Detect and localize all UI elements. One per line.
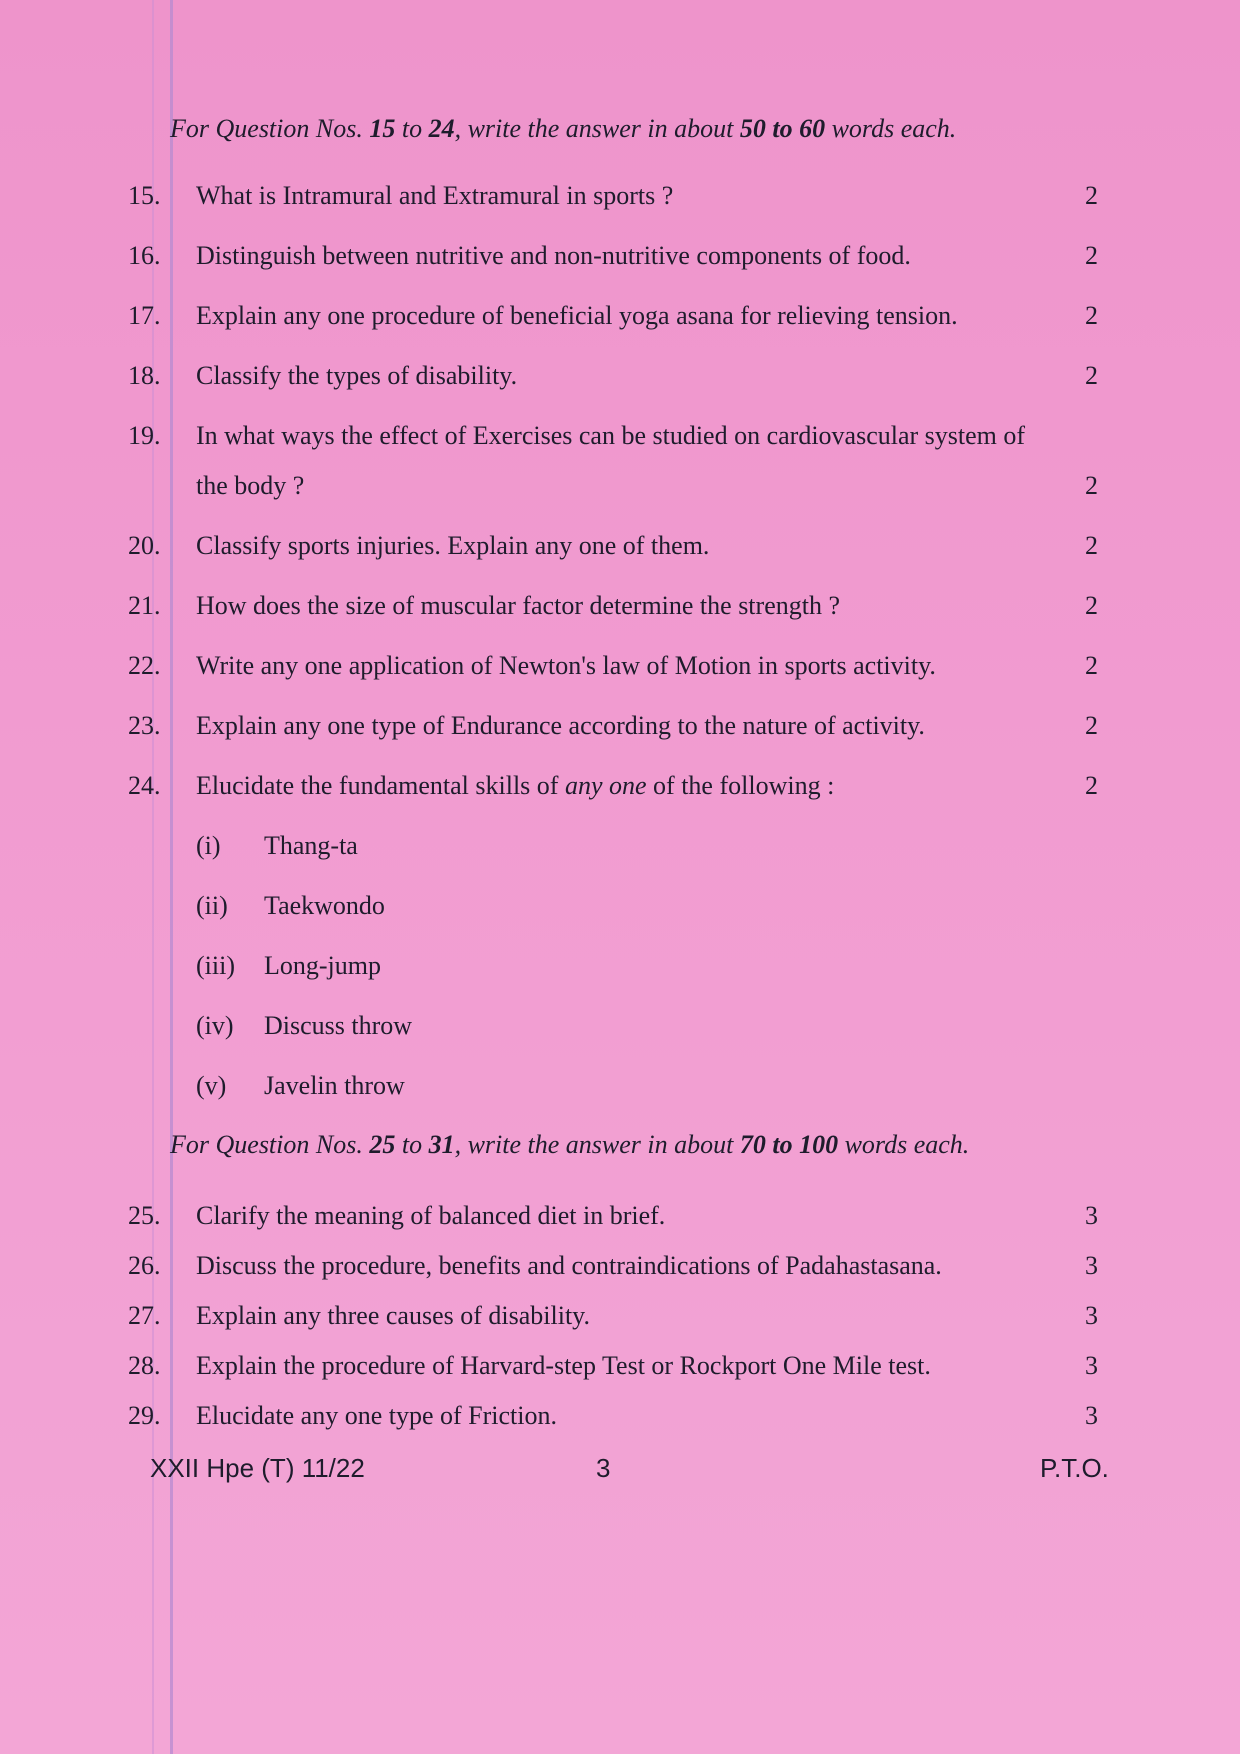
paper-code: XXII Hpe (T) 11/22 xyxy=(150,1453,365,1483)
question-marks: 2 xyxy=(1085,651,1098,680)
question-number: 18. xyxy=(128,361,161,390)
question-text: Elucidate any one type of Friction. xyxy=(196,1401,558,1430)
question-number: 24. xyxy=(128,771,161,800)
question-marks: 2 xyxy=(1085,711,1098,740)
question-text: In what ways the effect of Exercises can be studied on cardiovascular system of xyxy=(196,421,1026,450)
question-text: Classify the types of disability. xyxy=(196,361,518,390)
question-marks: 2 xyxy=(1085,531,1098,560)
question-26 xyxy=(0,1246,1240,1286)
option-label: (i) xyxy=(196,831,221,860)
question-number: 15. xyxy=(128,181,161,210)
question-28 xyxy=(0,1346,1240,1386)
section-2-instruction: For Question Nos. 25 to 31, write the answer in about 70 to 100 words each. xyxy=(170,1130,970,1159)
question-text: Elucidate the fundamental skills of any one of the following : xyxy=(196,771,835,800)
option-text: Long-jump xyxy=(264,951,381,980)
question-16 xyxy=(0,236,1240,276)
question-marks: 3 xyxy=(1085,1401,1098,1430)
question-text: Explain any one type of Endurance according to the nature of activity. xyxy=(196,711,925,740)
question-number: 16. xyxy=(128,241,161,270)
question-text: Discuss the procedure, benefits and contraindications of Padahastasana. xyxy=(196,1251,942,1280)
question-marks: 2 xyxy=(1085,471,1098,500)
question-text: Write any one application of Newton's law of Motion in sports activity. xyxy=(196,651,936,680)
question-29 xyxy=(0,1396,1240,1436)
question-25 xyxy=(0,1196,1240,1236)
question-marks: 2 xyxy=(1085,181,1098,210)
question-number: 27. xyxy=(128,1301,161,1330)
question-text: Clarify the meaning of balanced diet in brief. xyxy=(196,1201,666,1230)
question-marks: 3 xyxy=(1085,1251,1098,1280)
question-number: 20. xyxy=(128,531,161,560)
option-text: Thang-ta xyxy=(264,831,358,860)
question-23 xyxy=(0,706,1240,746)
option-text: Javelin throw xyxy=(264,1071,405,1100)
question-marks: 2 xyxy=(1085,361,1098,390)
question-marks: 2 xyxy=(1085,591,1098,620)
question-24 xyxy=(0,766,1240,806)
question-18 xyxy=(0,356,1240,396)
question-15 xyxy=(0,176,1240,216)
question-marks: 3 xyxy=(1085,1301,1098,1330)
section-1-instruction: For Question Nos. 15 to 24, write the answer in about 50 to 60 words each. xyxy=(170,114,957,143)
question-number: 19. xyxy=(128,421,161,450)
question-19 xyxy=(0,416,1240,506)
option-label: (v) xyxy=(196,1071,227,1100)
question-text: Distinguish between nutritive and non-nutritive components of food. xyxy=(196,241,911,270)
option-text: Discuss throw xyxy=(264,1011,413,1040)
page-number: 3 xyxy=(596,1453,611,1483)
question-marks: 3 xyxy=(1085,1201,1098,1230)
question-text-continued: the body ? xyxy=(196,471,305,500)
option-text: Taekwondo xyxy=(264,891,385,920)
question-marks: 2 xyxy=(1085,241,1098,270)
question-marks: 2 xyxy=(1085,771,1098,800)
option-label: (ii) xyxy=(196,891,228,920)
question-number: 22. xyxy=(128,651,161,680)
question-text: Explain any one procedure of beneficial yoga asana for relieving tension. xyxy=(196,301,958,330)
question-number: 26. xyxy=(128,1251,161,1280)
option-label: (iii) xyxy=(196,951,235,980)
question-20 xyxy=(0,526,1240,566)
question-number: 29. xyxy=(128,1401,161,1430)
question-27 xyxy=(0,1296,1240,1336)
question-number: 23. xyxy=(128,711,161,740)
option-label: (iv) xyxy=(196,1011,234,1040)
question-text: How does the size of muscular factor determine the strength ? xyxy=(196,591,840,620)
question-21 xyxy=(0,586,1240,626)
question-text: Explain any three causes of disability. xyxy=(196,1301,590,1330)
question-text: Explain the procedure of Harvard-step Test or Rockport One Mile test. xyxy=(196,1351,931,1380)
question-number: 25. xyxy=(128,1201,161,1230)
question-number: 28. xyxy=(128,1351,161,1380)
question-number: 17. xyxy=(128,301,161,330)
question-text: What is Intramural and Extramural in sports ? xyxy=(196,181,674,210)
question-marks: 2 xyxy=(1085,301,1098,330)
question-17 xyxy=(0,296,1240,336)
question-marks: 3 xyxy=(1085,1351,1098,1380)
emphasis: any one xyxy=(564,771,647,800)
question-text: Classify sports injuries. Explain any one of them. xyxy=(196,531,710,560)
please-turn-over: P.T.O. xyxy=(1040,1453,1109,1483)
question-22 xyxy=(0,646,1240,686)
page-footer xyxy=(0,1448,1240,1488)
question-number: 21. xyxy=(128,591,161,620)
